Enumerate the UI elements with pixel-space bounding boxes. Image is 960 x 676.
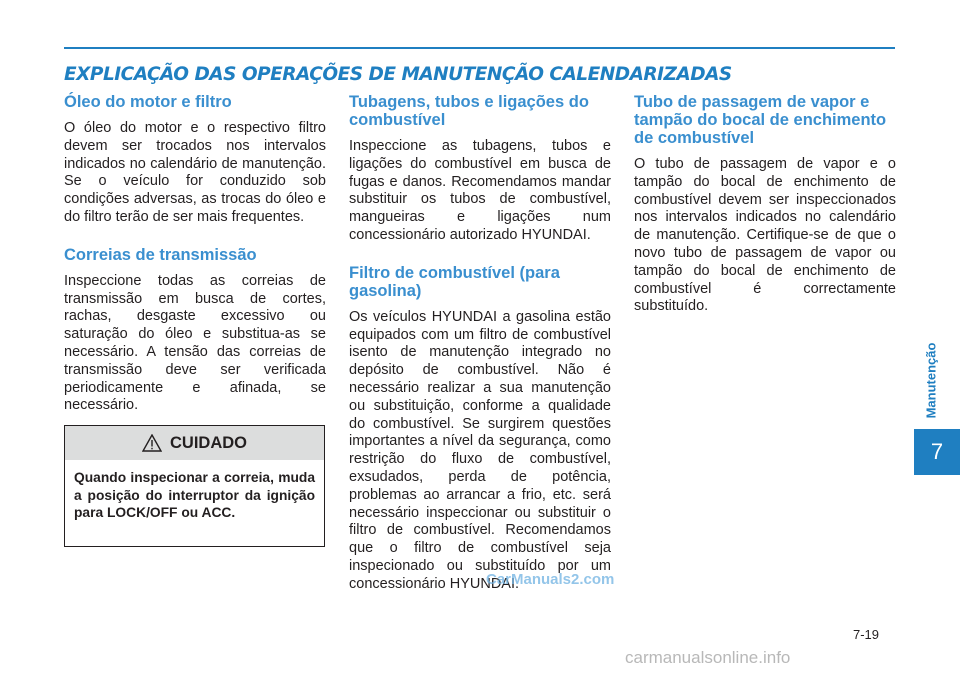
paragraph-drive-belts: Inspeccione todas as correias de transmissão em busca de cortes, rachas, desgaste excessivo ou saturação do óleo e substitua-as se necessário. A tensão das correias de transmissão deve ser verificada periodicamente e afinada, se necessário.: [64, 272, 326, 414]
caution-box: [64, 425, 325, 547]
column-2: [349, 93, 611, 594]
heading-fuel-lines: Tubagens, tubos e ligações do combustível: [349, 93, 589, 129]
watermark-footer: carmanualsonline.info: [625, 648, 791, 667]
paragraph-fuel-filter: Os veículos HYUNDAI a gasolina estão equipados com um filtro de combustível isento de manutenção integrado no depósito de combustível. Não é necessário realizar a sua manutenção ou substituição, conforme a qualidade do combustível. Se surgirem questões importantes a nível da segurança, como restrição do fluxo de combustível, exsudados, perda de potência, problemas ao arrancar a frio, etc. será necessário inspeccionar ou substituir o filtro de combustível. Recomendamos que o filtro de combustível seja inspecionado ou substituído por um concessionário HYUNDAI.: [349, 308, 611, 592]
top-rule: [64, 47, 895, 49]
paragraph-vapor-hose: O tubo de passagem de vapor e o tampão do bocal de enchimento de combustível devem ser inspeccionados nos intervalos indicados no calendário de manutenção. Certifique-se de que o novo tubo de passagem de vapor ou tampão do bocal de enchimento de combustível é correctamente substituído.: [634, 156, 896, 315]
caution-title: CUIDADO: [170, 433, 247, 452]
caution-text: Quando inspecionar a correia, muda a posição do interruptor da ignição para LOCK/OFF ou ACC.: [74, 470, 315, 520]
column-1: [64, 93, 326, 415]
paragraph-engine-oil: O óleo do motor e o respectivo filtro devem ser trocados nos intervalos indicados no calendário de manutenção. Se o veículo for conduzido sob condições adversas, as trocas do óleo e do filtro terão de ser mais frequentes.: [64, 120, 326, 225]
caution-header: [65, 426, 324, 460]
chapter-number-tab: 7: [914, 429, 960, 475]
page-number: 7-19: [853, 627, 880, 642]
heading-fuel-filter: Filtro de combustível (para gasolina): [349, 263, 560, 300]
column-3: [634, 93, 896, 316]
section-title: EXPLICAÇÃO DAS OPERAÇÕES DE MANUTENÇÃO CALENDARIZADAS: [64, 64, 732, 85]
heading-engine-oil: Óleo do motor e filtro: [64, 93, 232, 111]
paragraph-fuel-lines: Inspeccione as tubagens, tubos e ligações do combustível em busca de fugas e danos. Recomendamos mandar substituir os tubos de combustível, mangueiras e ligações num concessionário autorizado HYUNDAI.: [349, 138, 611, 243]
chapter-side-label: Manutenção: [923, 342, 939, 418]
warning-triangle-icon: [142, 434, 162, 452]
heading-drive-belts: Correias de transmissão: [64, 245, 257, 264]
heading-vapor-hose: Tubo de passagem de vapor e tampão do bocal de enchimento de combustível: [634, 93, 887, 147]
watermark-faded: CarManuals2.com: [486, 571, 615, 588]
